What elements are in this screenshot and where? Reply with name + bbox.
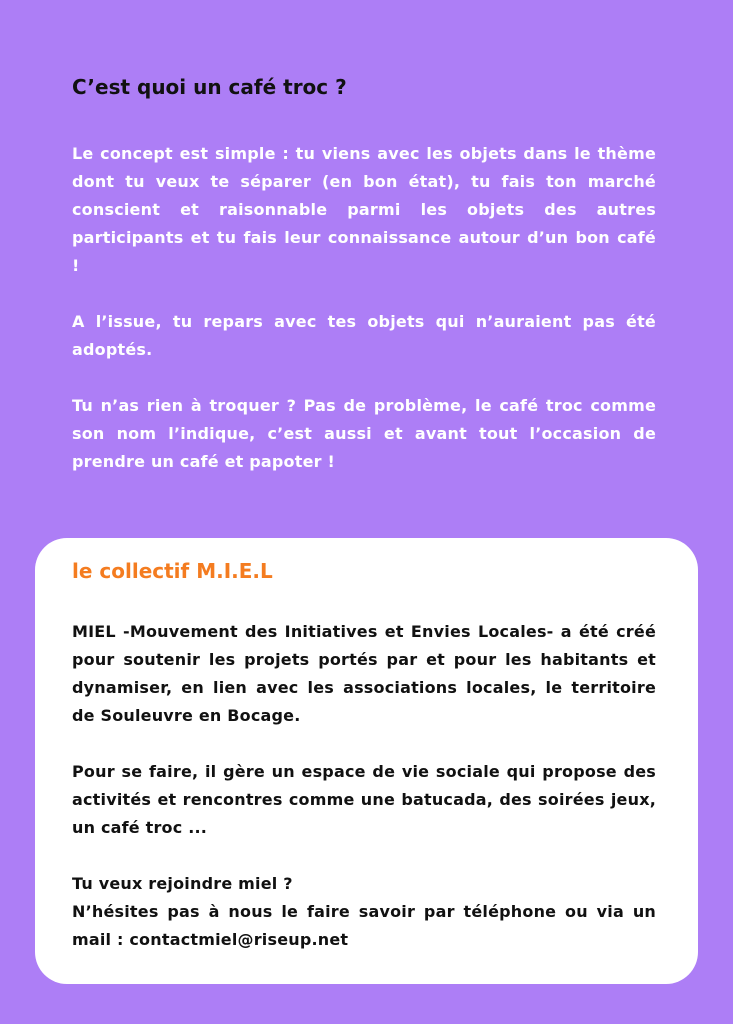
collectif-contact — [72, 870, 656, 954]
intro-paragraph-concept: Le concept est simple : tu viens avec les objets dans le thème dont tu veux te séparer (en bon état), tu fais ton marché conscient et raisonnable parmi les objets des autres participants et tu fais leur connaissance autour d’un bon café ! — [72, 144, 656, 275]
intro-body — [72, 140, 656, 476]
collectif-paragraph-espace: Pour se faire, il gère un espace de vie sociale qui propose des activités et rencontres comme une batucada, des soirées jeux, un café troc ... — [72, 762, 656, 837]
collectif-paragraph-miel: MIEL -Mouvement des Initiatives et Envies Locales- a été créé pour soutenir les projets portés par et pour les habitants et dynamiser, en lien avec les associations locales, le territoire de Souleuvre en Bocage. — [72, 622, 656, 725]
contact-question: Tu veux rejoindre miel ? — [72, 874, 293, 893]
intro-paragraph-issue: A l’issue, tu repars avec tes objets qui n’auraient pas été adoptés. — [72, 312, 656, 359]
intro-section — [72, 70, 656, 504]
collectif-body — [72, 618, 656, 954]
intro-title: C’est quoi un café troc ? — [72, 75, 347, 99]
collectif-title: le collectif M.I.E.L — [72, 559, 273, 583]
contact-text: N’hésites pas à nous le faire savoir par téléphone ou via un mail : contactmiel@riseup.net — [72, 902, 656, 949]
collectif-card — [35, 538, 698, 984]
intro-paragraph-rien-a-troquer: Tu n’as rien à troquer ? Pas de problème, le café troc comme son nom l’indique, c’est aussi et avant tout l’occasion de prendre un café et papoter ! — [72, 396, 656, 471]
collectif-card-content — [72, 554, 656, 954]
